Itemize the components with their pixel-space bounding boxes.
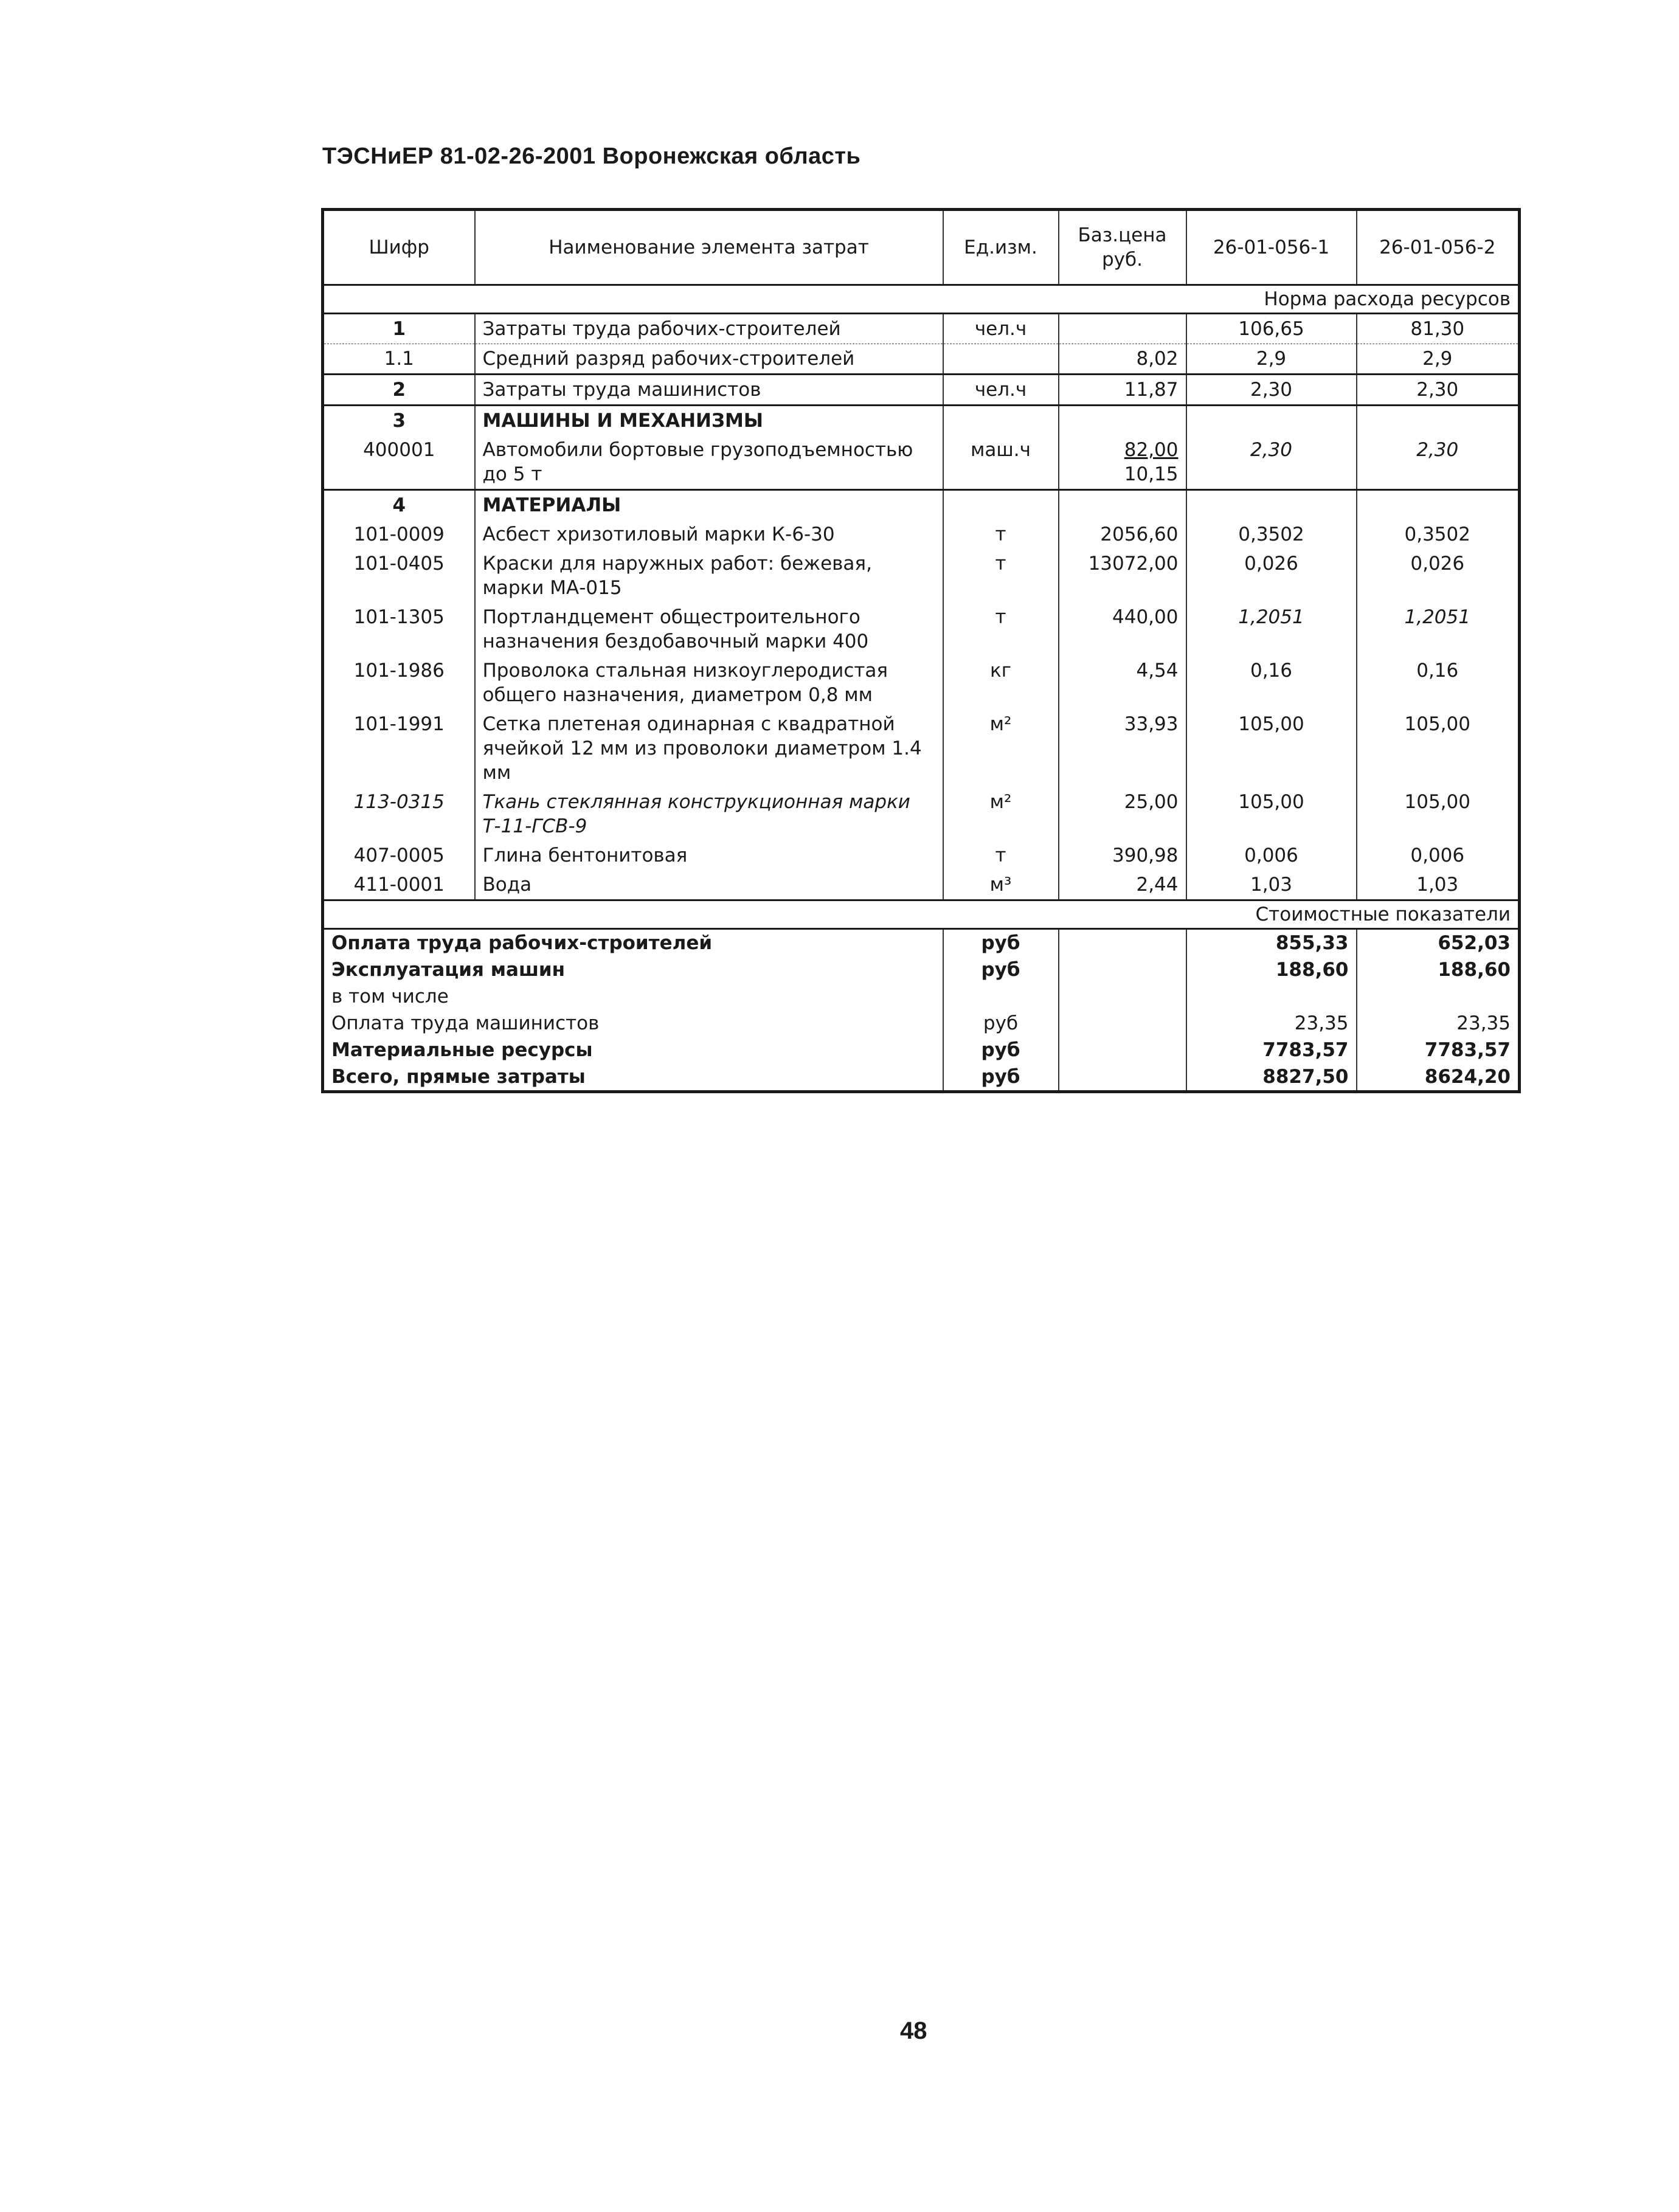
row-price [1059, 314, 1186, 344]
cost-row [323, 929, 1520, 957]
cost-unit: руб [943, 929, 1059, 957]
row-value-2: 0,16 [1357, 656, 1520, 710]
row-value-1: 105,00 [1186, 787, 1357, 841]
header-col2: 26-01-056-2 [1357, 210, 1520, 285]
row-price: 2056,60 [1059, 520, 1186, 549]
row-name: Портландцемент общестроительного назначения бездобавочный марки 400 [475, 603, 943, 656]
row-value-2: 2,9 [1357, 344, 1520, 375]
cost-value-1 [1186, 983, 1357, 1010]
row-price: 2,44 [1059, 870, 1186, 900]
row-unit: м³ [943, 870, 1059, 900]
table-row [323, 603, 1520, 656]
cost-name: Всего, прямые затраты [323, 1063, 943, 1092]
row-unit: т [943, 520, 1059, 549]
row-unit: т [943, 549, 1059, 603]
table-row [323, 841, 1520, 870]
cost-section-title: Стоимостные показатели [323, 900, 1520, 929]
row-value-1: 2,30 [1186, 375, 1357, 406]
cost-value-2: 23,35 [1357, 1010, 1520, 1037]
section-row-machines [323, 406, 1520, 436]
row-unit: чел.ч [943, 375, 1059, 406]
row-name: Вода [475, 870, 943, 900]
row-price-primary: 82,00 [1124, 439, 1179, 461]
header-col1: 26-01-056-1 [1186, 210, 1357, 285]
cost-unit: руб [943, 956, 1059, 983]
row-value-2: 1,03 [1357, 870, 1520, 900]
table-row [323, 656, 1520, 710]
section-row-materials [323, 490, 1520, 520]
row-value-1: 2,30 [1186, 435, 1357, 490]
row-code: 1 [323, 314, 475, 344]
cost-row [323, 1010, 1520, 1037]
row-price [1059, 435, 1186, 490]
table-row [323, 314, 1520, 344]
row-value-2: 0,026 [1357, 549, 1520, 603]
table-header-row [323, 210, 1520, 285]
cost-value-2 [1357, 983, 1520, 1010]
header-name: Наименование элемента затрат [475, 210, 943, 285]
row-code: 2 [323, 375, 475, 406]
resource-norm-table [321, 208, 1521, 1093]
row-name: Ткань стеклянная конструкционная марки Т-11-ГСВ-9 [475, 787, 943, 841]
row-value-1: 0,3502 [1186, 520, 1357, 549]
cost-unit: руб [943, 1037, 1059, 1063]
row-unit: т [943, 841, 1059, 870]
document-title: ТЭСНиЕР 81-02-26-2001 Воронежская область [322, 143, 861, 169]
row-name: Краски для наружных работ: бежевая, марки МА-015 [475, 549, 943, 603]
row-price: 8,02 [1059, 344, 1186, 375]
row-value-1: 105,00 [1186, 710, 1357, 787]
page-number: 48 [900, 2017, 927, 2044]
row-unit: маш.ч [943, 435, 1059, 490]
row-name: Глина бентонитовая [475, 841, 943, 870]
row-price: 13072,00 [1059, 549, 1186, 603]
cost-value-1: 8827,50 [1186, 1063, 1357, 1092]
row-code: 400001 [323, 435, 475, 490]
row-value-1: 106,65 [1186, 314, 1357, 344]
row-price: 440,00 [1059, 603, 1186, 656]
cost-name: Оплата труда машинистов [323, 1010, 943, 1037]
table-row [323, 375, 1520, 406]
row-value-2: 0,3502 [1357, 520, 1520, 549]
row-price: 4,54 [1059, 656, 1186, 710]
cost-row [323, 983, 1520, 1010]
row-value-1: 1,2051 [1186, 603, 1357, 656]
row-code: 407-0005 [323, 841, 475, 870]
row-price: 390,98 [1059, 841, 1186, 870]
table-row [323, 710, 1520, 787]
row-name: Асбест хризотиловый марки К-6-30 [475, 520, 943, 549]
row-unit: т [943, 603, 1059, 656]
row-code: 101-1305 [323, 603, 475, 656]
row-value-2: 81,30 [1357, 314, 1520, 344]
row-value-2: 0,006 [1357, 841, 1520, 870]
table-row [323, 787, 1520, 841]
norm-section-row [323, 285, 1520, 314]
row-unit: кг [943, 656, 1059, 710]
row-name: Затраты труда машинистов [475, 375, 943, 406]
cost-value-2: 188,60 [1357, 956, 1520, 983]
row-unit: м² [943, 710, 1059, 787]
row-name: Проволока стальная низкоуглеродистая общего назначения, диаметром 0,8 мм [475, 656, 943, 710]
row-value-2: 2,30 [1357, 435, 1520, 490]
cost-unit: руб [943, 1010, 1059, 1037]
cost-value-2: 7783,57 [1357, 1037, 1520, 1063]
row-price: 11,87 [1059, 375, 1186, 406]
row-name: Сетка плетеная одинарная с квадратной ячейкой 12 мм из проволоки диаметром 1.4 мм [475, 710, 943, 787]
cost-value-2: 652,03 [1357, 929, 1520, 957]
cost-row [323, 1037, 1520, 1063]
table-row [323, 344, 1520, 375]
cost-name: в том числе [323, 983, 943, 1010]
row-value-2: 105,00 [1357, 787, 1520, 841]
row-value-1: 0,026 [1186, 549, 1357, 603]
row-unit [943, 344, 1059, 375]
table-row [323, 435, 1520, 490]
row-value-2: 2,30 [1357, 375, 1520, 406]
header-code: Шифр [323, 210, 475, 285]
row-value-2: 1,2051 [1357, 603, 1520, 656]
cost-row [323, 956, 1520, 983]
cost-section-row [323, 900, 1520, 929]
row-value-1: 0,006 [1186, 841, 1357, 870]
header-unit: Ед.изм. [943, 210, 1059, 285]
table-row [323, 520, 1520, 549]
cost-unit [943, 983, 1059, 1010]
table-row [323, 870, 1520, 900]
row-code: 101-0405 [323, 549, 475, 603]
row-code: 113-0315 [323, 787, 475, 841]
row-code: 101-0009 [323, 520, 475, 549]
row-value-1: 0,16 [1186, 656, 1357, 710]
row-price-secondary: 10,15 [1124, 463, 1179, 485]
row-code: 4 [323, 490, 475, 520]
row-name: Автомобили бортовые грузоподъемностью до 5 т [475, 435, 943, 490]
row-value-1: 1,03 [1186, 870, 1357, 900]
cost-name: Эксплуатация машин [323, 956, 943, 983]
cost-name: Оплата труда рабочих-строителей [323, 929, 943, 957]
row-name: Затраты труда рабочих-строителей [475, 314, 943, 344]
row-name: МАТЕРИАЛЫ [475, 490, 943, 520]
cost-unit: руб [943, 1063, 1059, 1092]
cost-value-2: 8624,20 [1357, 1063, 1520, 1092]
row-code: 1.1 [323, 344, 475, 375]
row-price: 25,00 [1059, 787, 1186, 841]
norm-section-title: Норма расхода ресурсов [323, 285, 1520, 314]
row-value-2: 105,00 [1357, 710, 1520, 787]
cost-name: Материальные ресурсы [323, 1037, 943, 1063]
cost-row-total [323, 1063, 1520, 1092]
row-name: МАШИНЫ И МЕХАНИЗМЫ [475, 406, 943, 436]
cost-value-1: 855,33 [1186, 929, 1357, 957]
table-row [323, 549, 1520, 603]
row-price: 33,93 [1059, 710, 1186, 787]
row-value-1: 2,9 [1186, 344, 1357, 375]
cost-value-1: 7783,57 [1186, 1037, 1357, 1063]
row-code: 3 [323, 406, 475, 436]
header-price: Баз.цена руб. [1059, 210, 1186, 285]
row-code: 101-1991 [323, 710, 475, 787]
cost-value-1: 188,60 [1186, 956, 1357, 983]
cost-value-1: 23,35 [1186, 1010, 1357, 1037]
row-unit: чел.ч [943, 314, 1059, 344]
row-name: Средний разряд рабочих-строителей [475, 344, 943, 375]
row-code: 411-0001 [323, 870, 475, 900]
row-unit: м² [943, 787, 1059, 841]
row-code: 101-1986 [323, 656, 475, 710]
